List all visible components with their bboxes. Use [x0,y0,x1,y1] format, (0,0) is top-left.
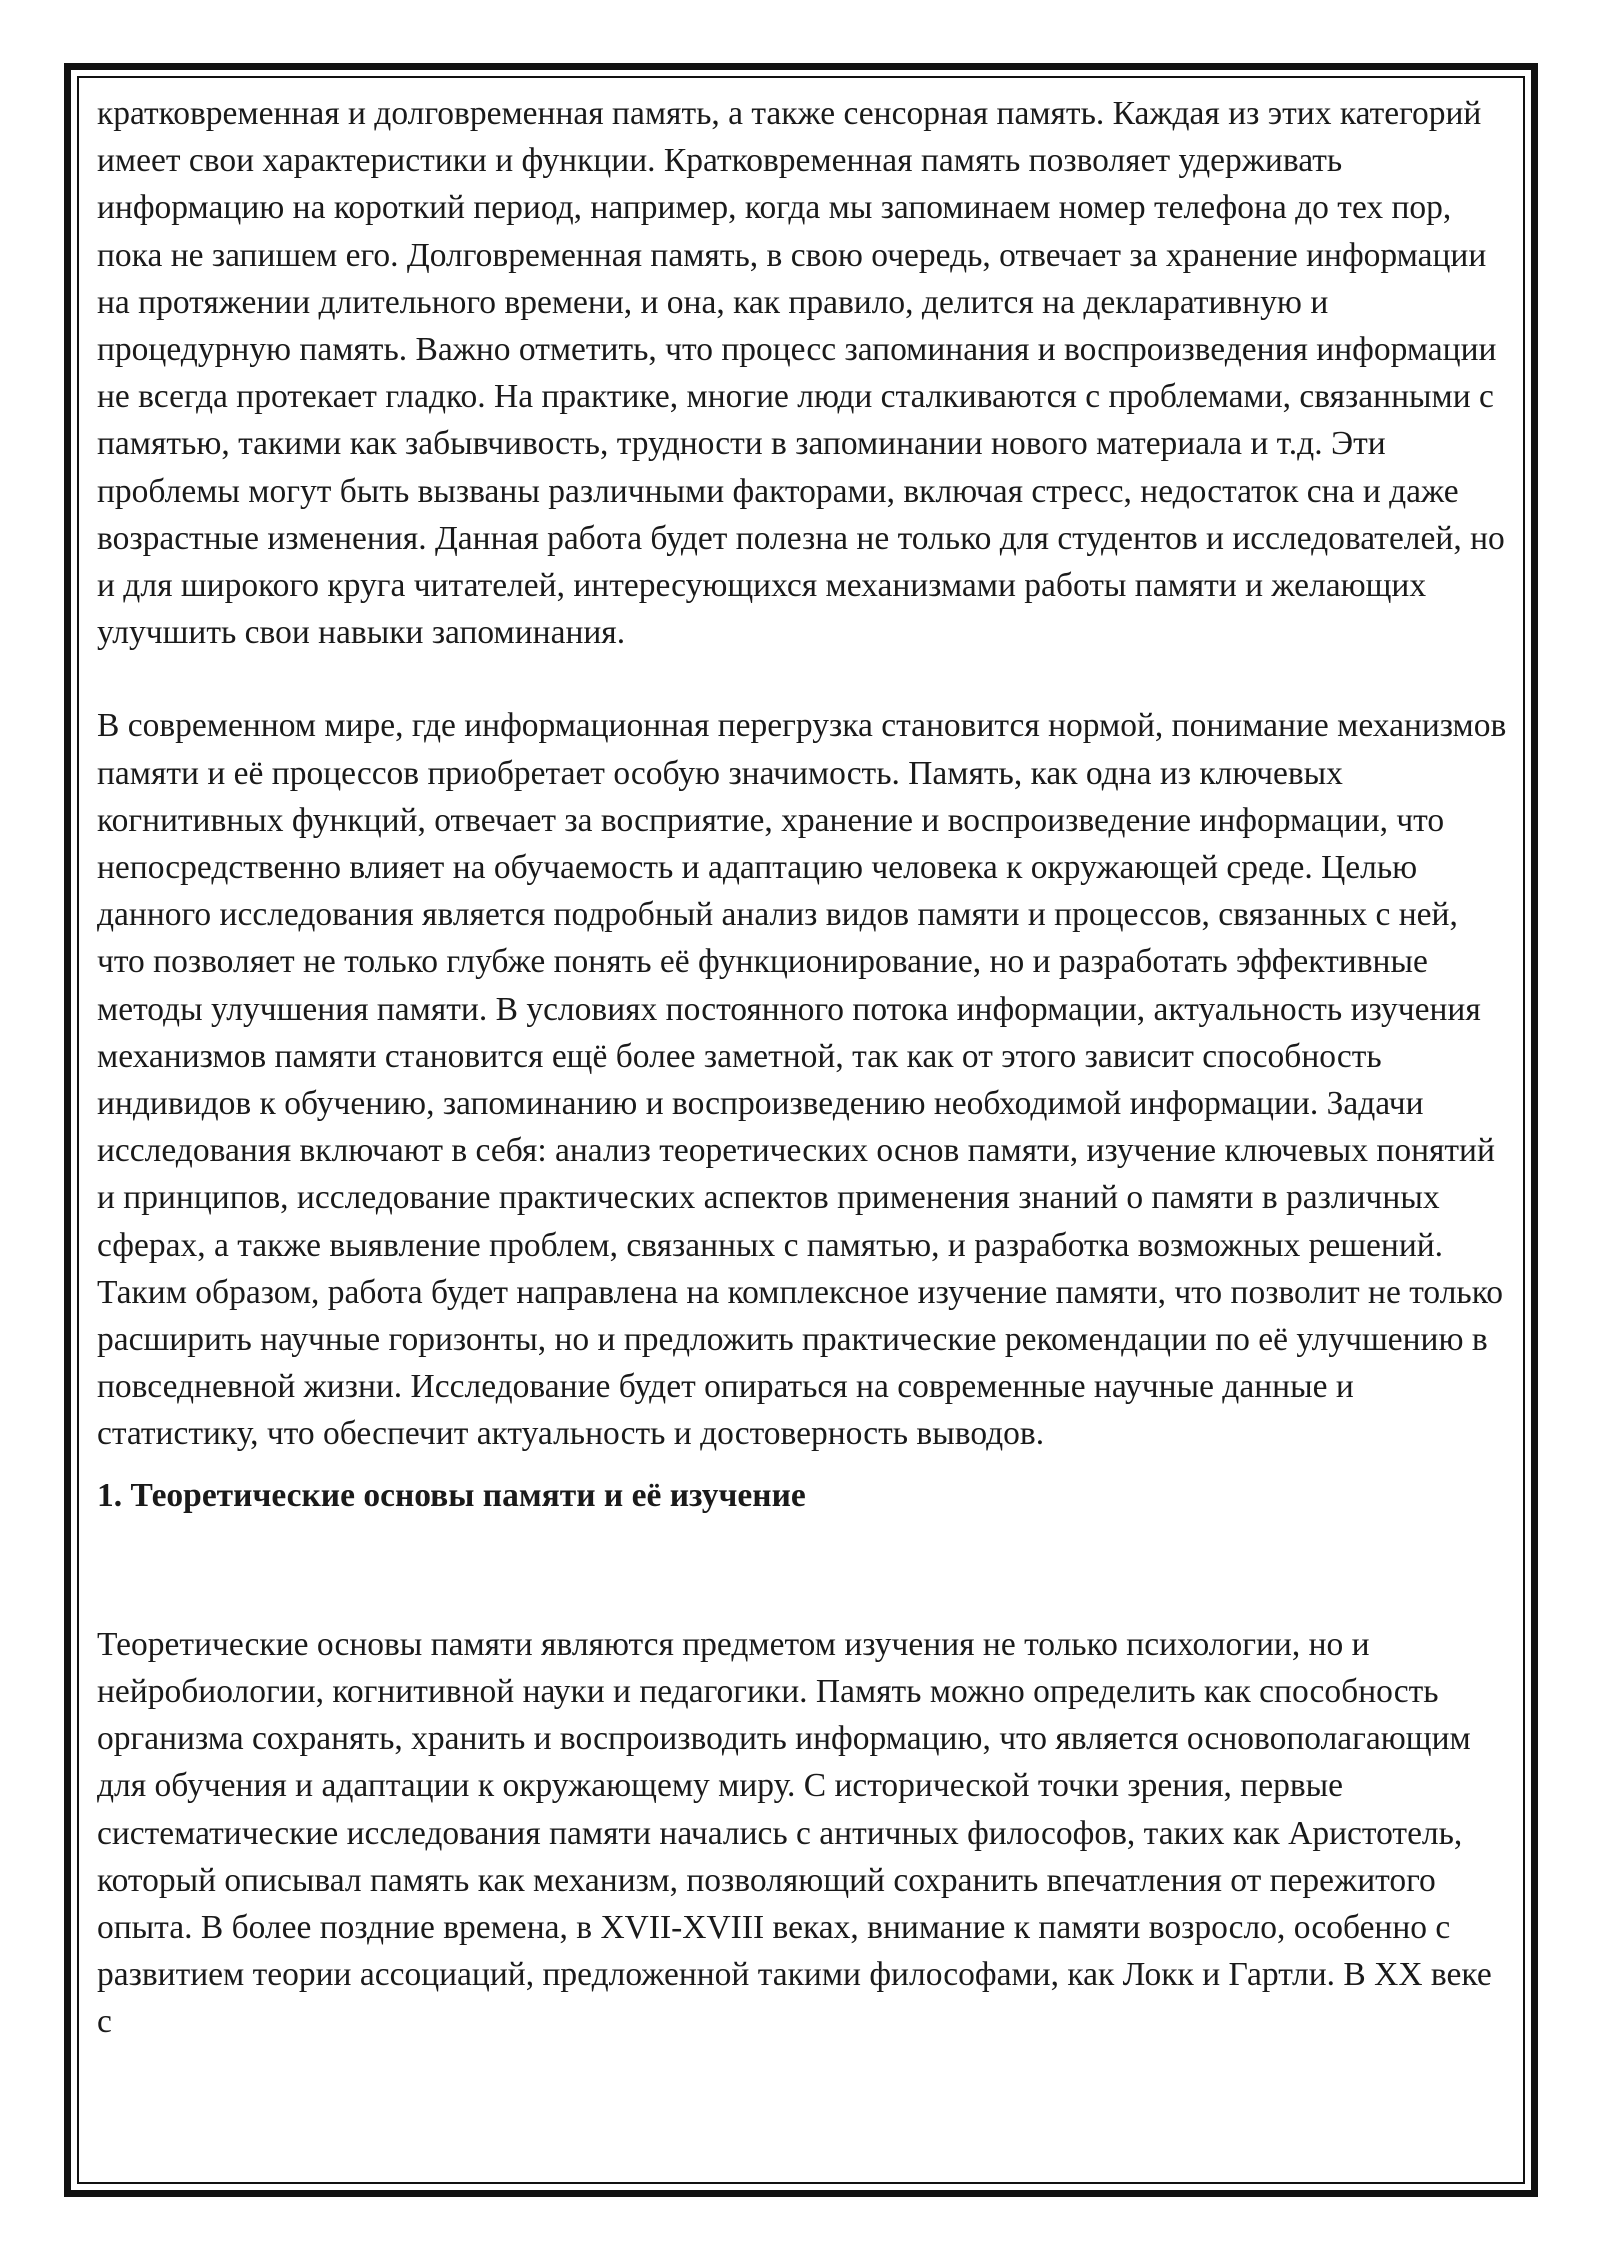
paragraph-spacer [97,656,1512,702]
paragraph-theoretical-foundations: Теоретические основы памяти являются предметом изучения не только психологии, но и нейробиологии, когнитивной науки и педагогики. Память можно определить как способность организма сохранять, хранить и воспроизводить информацию, что является основополагающим для обучения и адаптации к окружающему миру. С исторической точки зрения, первые систематические исследования памяти начались с античных философов, таких как Аристотель, который описывал память как механизм, позволяющий сохранить впечатления от пережитого опыта. В более поздние времена, в XVII-XVIII веках, внимание к памяти возросло, особенно с развитием теории ассоциаций, предложенной такими философами, как Локк и Гартли. В XX веке с [97,1625,1492,2041]
heading-spacer [97,1519,1512,1621]
section-heading: 1. Теоретические основы памяти и её изучение [97,1476,806,1514]
paragraph-introduction: В современном мире, где информационная перегрузка становится нормой, понимание механизмов памяти и её процессов приобретает особую значимость. Память, как одна из ключевых когнитивных функций, отвечает за восприятие, хранение и воспроизведение информации, что непосредственно влияет на обучаемость и адаптацию человека к окружающей среде. Целью данного исследования является подробный анализ видов памяти и процессов, связанных с ней, что позволяет не только глубже понять её функционирование, но и разработать эффективные методы улучшения памяти. В условиях постоянного потока информации, актуальность изучения механизмов памяти становится ещё более заметной, так как от этого зависит способность индивидов к обучению, запоминанию и воспроизведению необходимой информации. Задачи исследования включают в себя: анализ теоретических основ памяти, изучение ключевых понятий и принципов, исследование практических аспектов применения знаний о памяти в различных сферах, а также выявление проблем, связанных с памятью, и разработка возможных решений. Таким образом, работа будет направлена на комплексное изучение памяти, что позволит не только расширить научные горизонты, но и предложить практические рекомендации по её улучшению в повседневной жизни. Исследование будет опираться на современные научные данные и статистику, что обеспечит актуальность и достоверность выводов. [97,707,1507,1453]
paragraph-memory-types: кратковременная и долговременная память, а также сенсорная память. Каждая из этих категорий имеет свои характеристики и функции. Кратковременная память позволяет удерживать информацию на короткий период, например, когда мы запоминаем номер телефона до тех пор, пока не запишем его. Долговременная память, в свою очередь, отвечает за хранение информации на протяжении длительного времени, и она, как правило, делится на декларативную и процедурную память. Важно отметить, что процесс запоминания и воспроизведения информации не всегда протекает гладко. На практике, многие люди сталкиваются с проблемами, связанными с памятью, такими как забывчивость, трудности в запоминании нового материала и т.д. Эти проблемы могут быть вызваны различными факторами, включая стресс, недостаток сна и даже возрастные изменения. Данная работа будет полезна не только для студентов и исследователей, но и для широкого круга читателей, интересующихся механизмами работы памяти и желающих улучшить свои навыки запоминания. [97,95,1505,652]
document-body [97,90,1512,2046]
